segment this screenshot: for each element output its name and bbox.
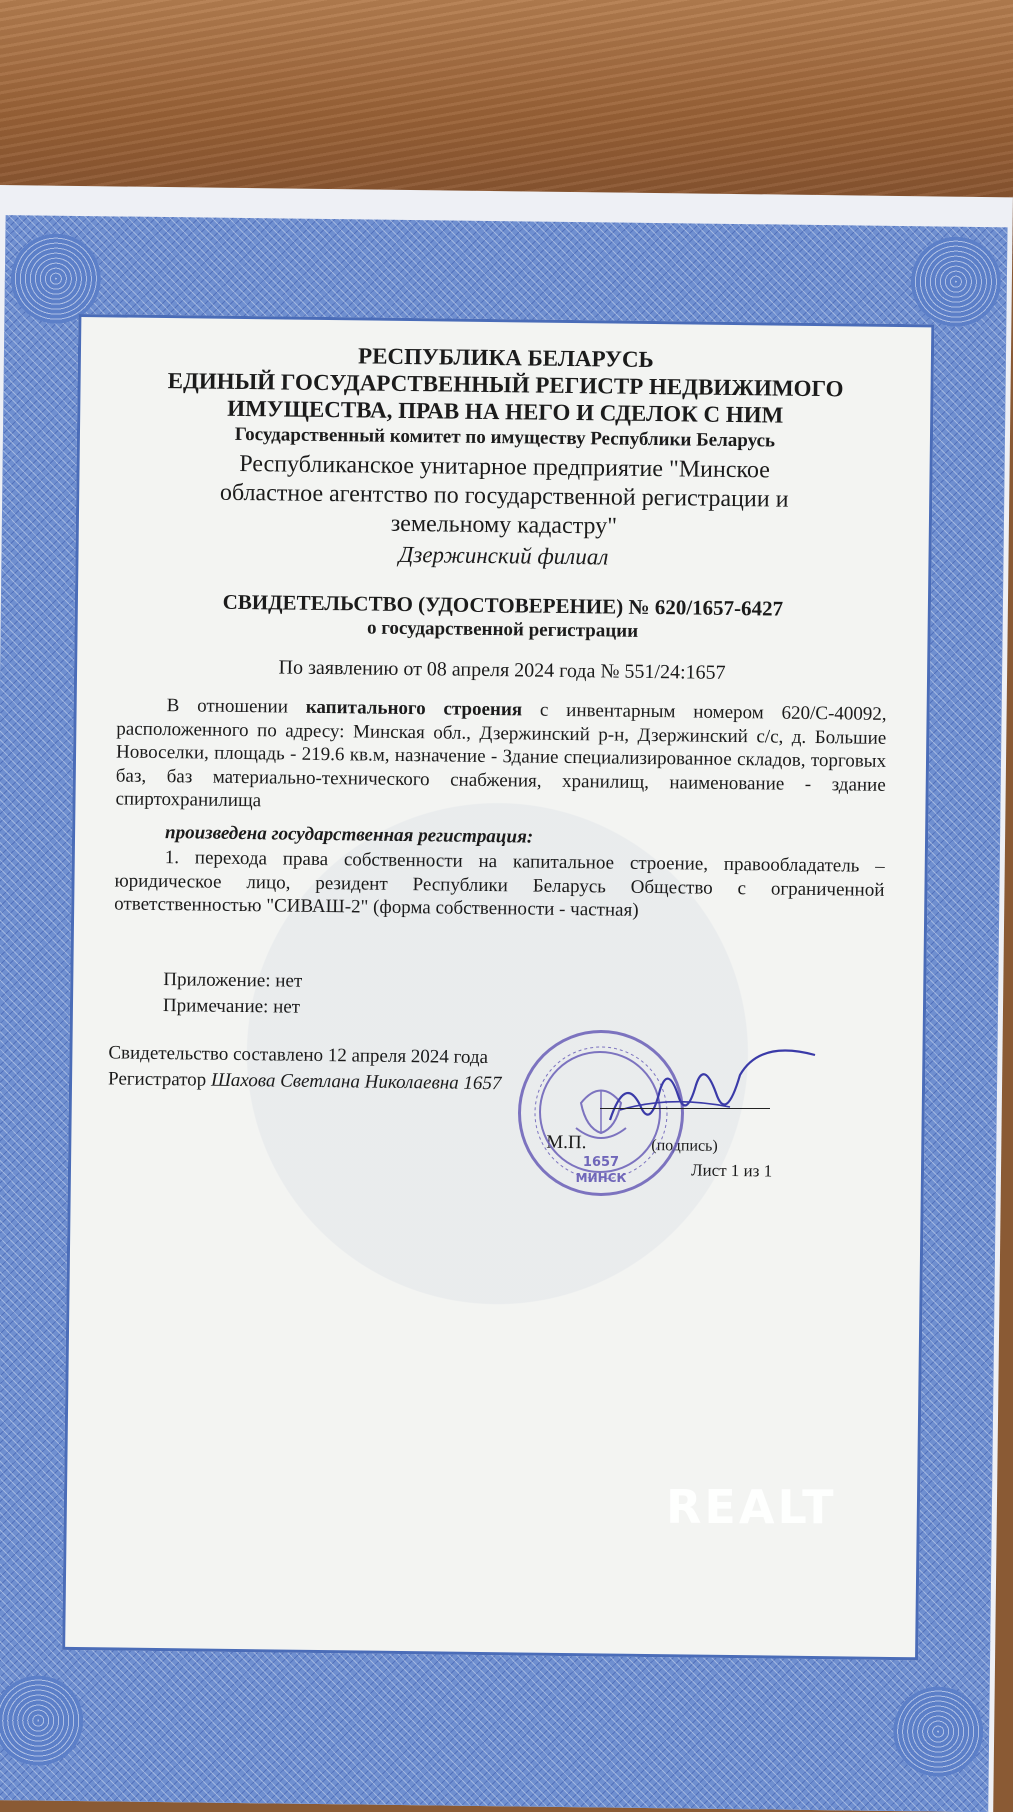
organization-line3: земельному кадастру"	[390, 510, 618, 540]
certificate-sheet	[0, 185, 1013, 1812]
registrar-label: Регистратор	[107, 1068, 212, 1091]
seal-place-label: М.П.	[546, 1131, 587, 1154]
signature-line	[600, 1108, 770, 1109]
attachment-line: Приложение: нет	[163, 969, 303, 992]
branch-name: Дзержинский филиал	[398, 541, 609, 570]
property-type: капитального строения	[305, 696, 523, 721]
organization-line1: Республиканское унитарное предприятие "Минское	[239, 450, 771, 484]
issued-date: Свидетельство составлено 12 апреля 2024 года	[108, 1042, 489, 1069]
property-prefix: В отношении	[166, 695, 306, 718]
header-register-line1: ЕДИНЫЙ ГОСУДАРСТВЕННЫЙ РЕГИСТР НЕДВИЖИМОГО	[167, 368, 844, 402]
handwritten-signature-icon	[600, 1035, 830, 1145]
signature-caption: (подпись)	[651, 1137, 718, 1155]
header-country: РЕСПУБЛИКА БЕЛАРУСЬ	[357, 343, 654, 372]
seal-number: 1657	[582, 1155, 620, 1170]
application-line: По заявлению от 08 апреля 2024 года № 551/24:1657	[278, 656, 726, 684]
sheet-counter: Лист 1 из 1	[690, 1160, 773, 1181]
header-register-line2: ИМУЩЕСТВА, ПРАВ НА НЕГО И СДЕЛОК С НИМ	[227, 395, 784, 428]
certificate-subtitle: о государственной регистрации	[366, 617, 639, 642]
certificate-title: СВИДЕТЕЛЬСТВО (УДОСТОВЕРЕНИЕ) № 620/1657-6427	[222, 589, 784, 621]
note-line: Примечание: нет	[162, 995, 301, 1018]
committee-name: Государственный комитет по имуществу Республики Беларусь	[234, 423, 776, 452]
registration-done-label: произведена государственная регистрация:	[164, 822, 534, 848]
property-details: с инвентарным номером 620/С-40092, расположенного по адресу: Минская обл., Дзержинский р-н, Дзержинский с/с, д. Большие Новоселки, площадь - 219.6 кв.м, назначение - Здание специализированное складов, торговых баз, баз материально-технического снабжения, хранилищ, наименование - здание спиртохранилища	[115, 699, 887, 812]
certificate-paper	[62, 314, 934, 1660]
realt-watermark: REALT	[666, 1480, 837, 1534]
organization-line2: областное агентство по государственной регистрации и	[219, 479, 789, 513]
registration-item-1: 1. перехода права собственности на капитальное строение, правообладатель – юридическое лицо, резидент Республики Беларусь Общество с ограниченной ответственностью "СИВАШ-2" (форма собственности - частная)	[114, 847, 885, 921]
registrar-name: Шахова Светлана Николаевна 1657	[210, 1069, 502, 1095]
seal-city: МИНСК	[575, 1171, 627, 1185]
property-description	[115, 693, 886, 820]
